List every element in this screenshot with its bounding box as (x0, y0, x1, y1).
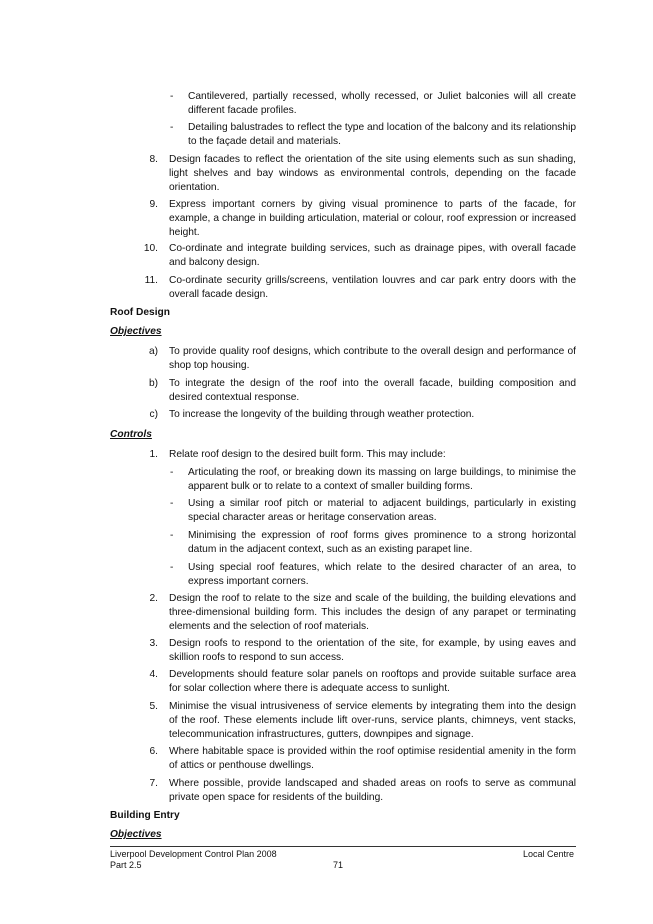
section-heading: Roof Design (110, 307, 170, 318)
list-number: 10. (143, 243, 158, 254)
bullet-text: Using a similar roof pitch or material to adjacent buildings, particularly in existing special character areas or heritage conservation areas. (188, 498, 576, 523)
bullet-dash: - (170, 498, 174, 509)
list-number: 11. (144, 275, 158, 286)
list-item-text: To increase the longevity of the building through weather protection. (169, 409, 475, 420)
list-number: 4. (149, 669, 158, 680)
list-item-text: Developments should feature solar panels on rooftops and provide suitable surface area for solar collection where there is adequate access to sunlight. (169, 669, 576, 694)
bullet-dash: - (170, 91, 174, 102)
list-item-text: Co-ordinate security grills/screens, ventilation louvres and car park entry doors with the overall facade design. (169, 275, 576, 300)
subsection-heading: Controls (110, 429, 152, 440)
list-item-text: Express important corners by giving visual prominence to parts of the facade, for example, a change in building articulation, material or colour, roof expression or increased height. (169, 199, 576, 238)
list-number: 6. (149, 746, 158, 757)
bullet-dash: - (170, 467, 174, 478)
list-item-text: To integrate the design of the roof into the overall facade, building composition and desired contextual response. (169, 378, 576, 403)
footer-rule (110, 846, 576, 847)
list-item-text: To provide quality roof designs, which contribute to the overall design and performance of shop top housing. (169, 346, 576, 371)
list-number: b) (148, 378, 158, 389)
list-number: c) (149, 409, 158, 420)
list-item-text: Design facades to reflect the orientation of the site using elements such as sun shading, light shelves and bay windows as environmental controls, depending on the facade orientation. (169, 154, 576, 193)
bullet-text: Detailing balustrades to reflect the type and location of the balcony and its relationship to the façade detail and materials. (188, 122, 576, 147)
list-number: 9. (149, 199, 158, 210)
bullet-text: Cantilevered, partially recessed, wholly recessed, or Juliet balconies will all create different facade profiles. (188, 91, 576, 116)
bullet-dash: - (170, 122, 174, 133)
list-number: a) (148, 346, 158, 357)
list-number: 5. (149, 701, 158, 712)
list-item-text: Design the roof to relate to the size and scale of the building, the building elevations and three-dimensional building form. This includes the design of any parapet or terminating elements and the selection of roof materials. (169, 593, 576, 632)
bullet-dash: - (170, 562, 174, 573)
footer-section: Local Centre (523, 849, 575, 859)
list-item-text: Co-ordinate and integrate building services, such as drainage pipes, with overall facade and balcony design. (169, 243, 576, 268)
footer-part: Part 2.5 (110, 860, 142, 870)
list-number: 7. (149, 778, 158, 789)
list-item-text: Relate roof design to the desired built form. This may include: (169, 449, 446, 460)
list-number: 3. (149, 638, 158, 649)
section-heading: Building Entry (110, 810, 180, 821)
list-item-text: Where habitable space is provided within the roof optimise residential amenity in the form of attics or penthouse dwellings. (169, 746, 576, 771)
list-number: 8. (149, 154, 158, 165)
bullet-dash: - (170, 530, 174, 541)
bullet-text: Using special roof features, which relate to the desired character of an area, to express important corners. (188, 562, 576, 587)
bullet-text: Minimising the expression of roof forms gives prominence to a strong horizontal datum in the adjacent context, such as an existing parapet line. (188, 530, 576, 555)
list-item-text: Design roofs to respond to the orientation of the site, for example, by using eaves and skillion roofs to respond to sun access. (169, 638, 576, 663)
list-number: 1. (149, 449, 158, 460)
footer-page-number: 71 (333, 860, 344, 870)
bullet-text: Articulating the roof, or breaking down its massing on large buildings, to minimise the apparent bulk or to relate to a context of smaller building forms. (188, 467, 576, 492)
list-number: 2. (149, 593, 158, 604)
subsection-heading: Objectives (110, 326, 162, 337)
subsection-heading: Objectives (110, 829, 162, 840)
footer-doc-title: Liverpool Development Control Plan 2008 (110, 849, 277, 859)
list-item-text: Where possible, provide landscaped and shaded areas on roofs to serve as communal private open space for residents of the building. (169, 778, 576, 803)
list-item-text: Minimise the visual intrusiveness of service elements by integrating them into the design of the roof. These elements include lift over-runs, service plants, chimneys, vent stacks, telecommunication infrastructures, gutters, downpipes and signage. (169, 701, 576, 740)
